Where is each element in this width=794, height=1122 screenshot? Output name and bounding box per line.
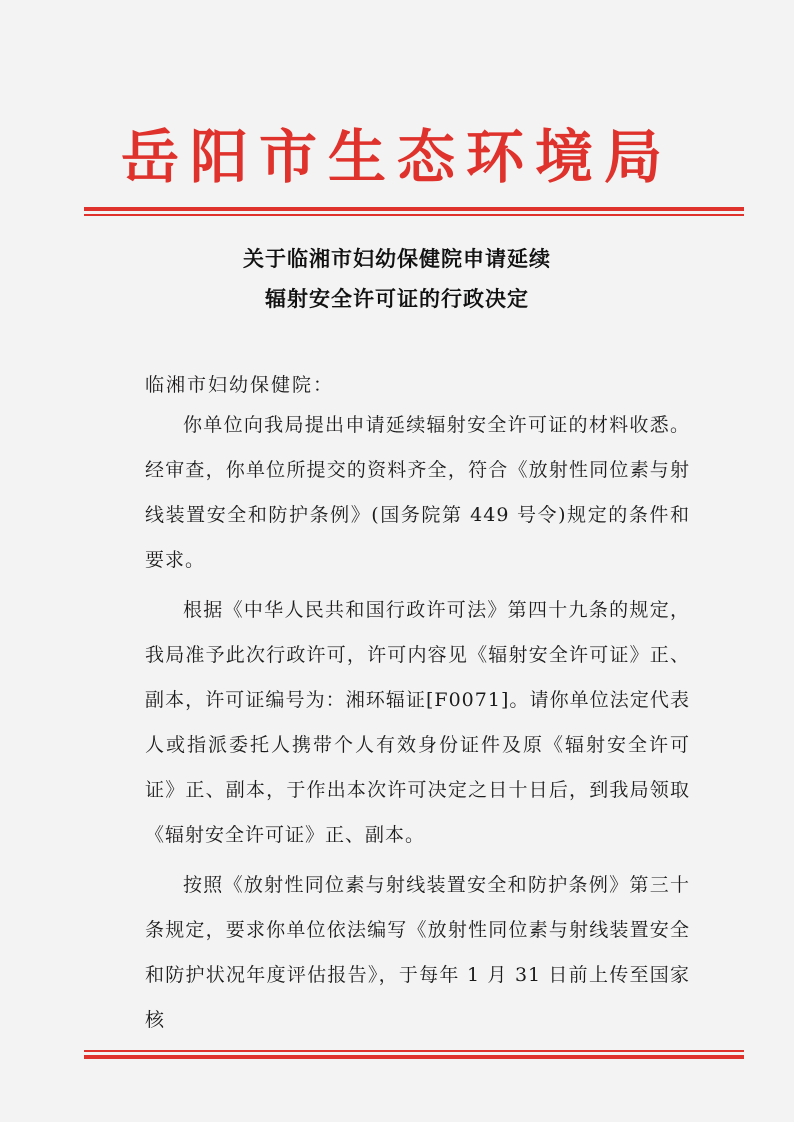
- body-paragraph: 你单位向我局提出申请延续辐射安全许可证的材料收悉。经审查，你单位所提交的资料齐全，符合《放射性同位素与射线装置安全和防护条例》(国务院第 449 号令)规定的条件和要求。: [145, 414, 690, 571]
- document-title-line-2: 辐射安全许可证的行政决定: [265, 287, 529, 311]
- header-red-rule: [84, 207, 744, 216]
- agency-header: 岳阳市生态环境局: [120, 123, 673, 191]
- rule-thick-line: [84, 207, 744, 211]
- body-paragraph: 按照《放射性同位素与射线装置安全和防护条例》第三十条规定，要求你单位依法编写《放射性同位素与射线装置安全和防护状况年度评估报告》，于每年 1 月 31 日前上传至国家核: [145, 874, 690, 1031]
- rule-thick-line: [84, 1055, 744, 1059]
- rule-thin-line: [84, 1050, 744, 1052]
- document-title-line-1: 关于临湘市妇幼保健院申请延续: [243, 247, 551, 271]
- body-paragraph: 根据《中华人民共和国行政许可法》第四十九条的规定，我局准予此次行政许可，许可内容见《辐射安全许可证》正、副本，许可证编号为：湘环辐证[F0071]。请你单位法定代表人或指派委托人携带个人有效身份证件及原《辐射安全许可证》正、副本，于作出本次许可决定之日十日后，到我局领取《辐射安全许可证》正、副本。: [145, 599, 690, 846]
- footer-red-rule: [84, 1050, 744, 1059]
- salutation: 临湘市妇幼保健院：: [145, 374, 335, 396]
- body-text: [145, 403, 690, 1048]
- rule-thin-line: [84, 214, 744, 216]
